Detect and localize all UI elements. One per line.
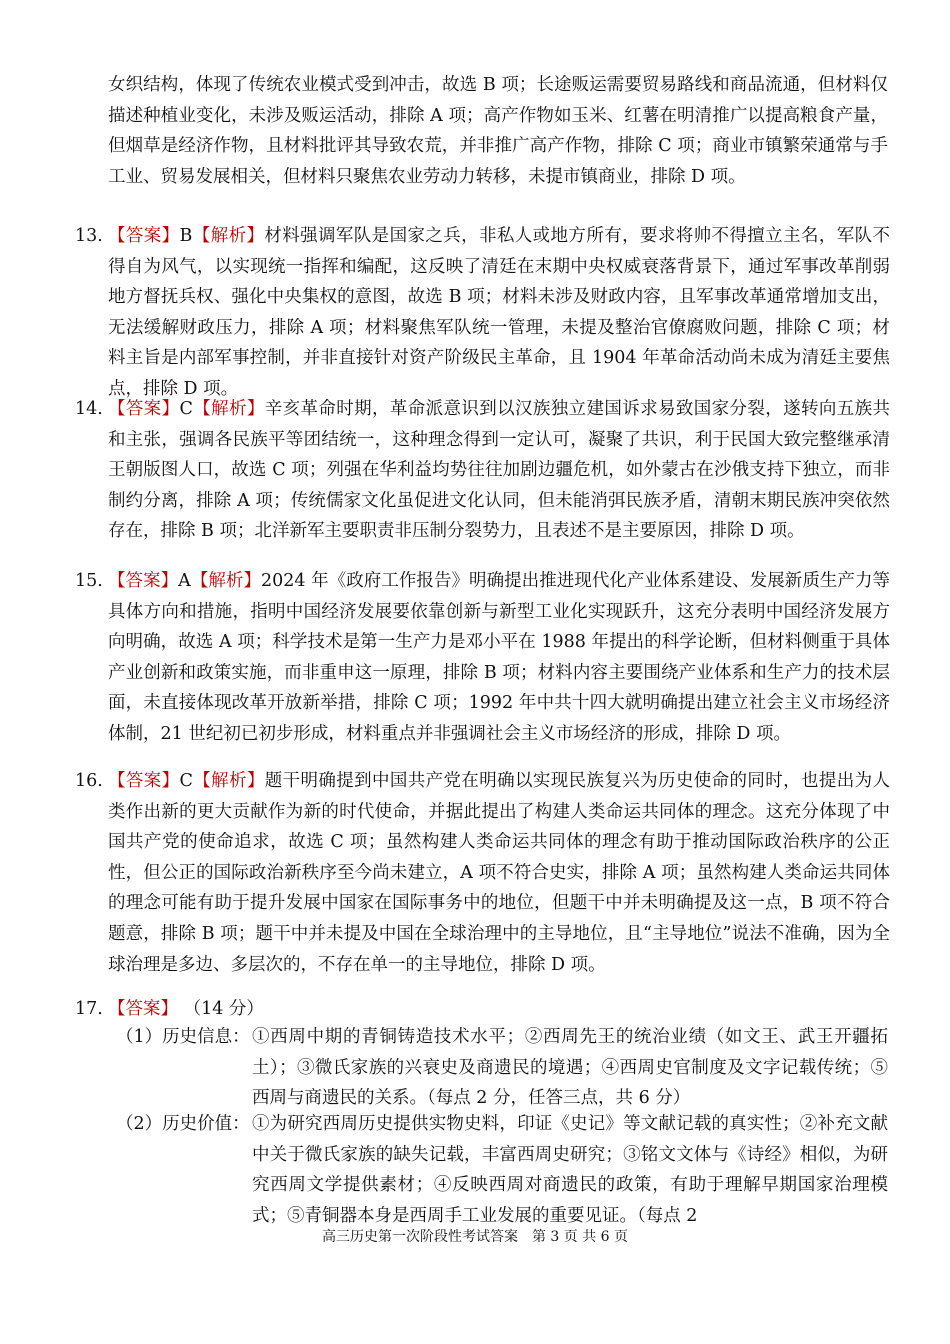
analysis-text: 2024 年《政府工作报告》明确提出推进现代化产业体系建设、发展新质生产力等具体方向和措施，指明中国经济发展要依靠创新与新型工业化实现跃升，这充分表明中国经济发展方向明确，故选 A 项；科学技术是第一生产力是邓小平在 1988 年提出的科学论断，但材料侧重于具体产业创新和政策实施，而非重申这一原理，排除 B 项；材料内容主要围绕产业体系和生产力的技术层面，未直接体现改革开放新举措，排除 C 项；1992 年中共十四大就明确提出建立社会主义市场经济体制，21 世纪初已初步形成，材料重点并非强调社会主义市场经济的形成，排除 D 项。 <box>108 571 891 744</box>
answer-item-14 <box>75 394 890 547</box>
analysis-tag: 【解析】 <box>190 571 262 591</box>
q17-part-1 <box>116 1022 888 1114</box>
question-number: 15. <box>75 571 103 591</box>
answer-item-13 <box>75 221 890 405</box>
continued-analysis-paragraph: 女织结构，体现了传统农业模式受到冲击，故选 B 项；长途贩运需要贸易路线和商品流通，但材料仅描述种植业变化，未涉及贩运活动，排除 A 项；高产作物如玉米、红薯在明清推广以提高粮食产量，但烟草是经济作物，且材料批评其导致农荒，并非推广高产作物，排除 C 项；商业市镇繁荣通常与手工业、贸易发展相关，但材料只聚焦农业劳动力转移，未提市镇商业，排除 D 项。 <box>108 75 888 187</box>
page-footer: 高三历史第一次阶段性考试答案 第 3 页 共 6 页 <box>321 1229 629 1245</box>
answer-item-16 <box>75 766 890 980</box>
answer-tag: 【答案】 <box>108 999 178 1019</box>
answer-letter: C <box>179 771 193 791</box>
answer-item-17 <box>75 994 890 1025</box>
answer-item-15 <box>75 566 890 750</box>
part-label: （1）历史信息： <box>116 1027 250 1047</box>
answer-tag: 【答案】 <box>108 571 179 591</box>
analysis-tag: 【解析】 <box>192 771 265 791</box>
score-note: （14 分） <box>183 999 264 1019</box>
question-number: 17. <box>75 999 103 1019</box>
question-number: 14. <box>75 399 103 419</box>
answer-tag: 【答案】 <box>108 771 180 791</box>
question-number: 13. <box>75 226 103 246</box>
analysis-tag: 【解析】 <box>192 399 265 419</box>
answer-letter: B <box>179 226 193 246</box>
analysis-text: 题干明确提到中国共产党在明确以实现民族复兴为历史使命的同时，也提出为人类作出新的更大贡献作为新的时代使命，并据此提出了构建人类命运共同体的理念。这充分体现了中国共产党的使命追求，故选 C 项；虽然构建人类命运共同体的理念有助于推动国际政治秩序的公正性，但公正的国际政治新秩序至今尚未建立，A 项不符合史实，排除 A 项；虽然构建人类命运共同体的理念可能有助于提升发展中国家在国际事务中的地位，但题干中并未明确提及这一点，B 项不符合题意，排除 B 项；题干中并未提及中国在全球治理中的主导地位，且“主导地位”说法不准确，因为全球治理是多边、多层次的，不存在单一的主导地位，排除 D 项。 <box>108 771 891 975</box>
part-text: ①为研究西周历史提供实物史料，印证《史记》等文献记载的真实性；②补充文献中关于微氏家族的缺失记载，丰富西周史研究；③铭文文体与《诗经》相似，为研究西周文学提供素材；④反映西周对商遗民的政策，有助于理解早期国家治理模式；⑤青铜器本身是西周手工业发展的重要见证。（每点 2 <box>252 1114 888 1226</box>
answer-tag: 【答案】 <box>108 399 180 419</box>
question-number: 16. <box>75 771 103 791</box>
part-text: ①西周中期的青铜铸造技术水平；②西周先王的统治业绩（如文王、武王开疆拓土）；③微氏家族的兴衰史及商遗民的境遇；④西周史官制度及文字记载传统；⑤西周与商遗民的关系。（每点 2 分，任答三点，共 6 分） <box>252 1027 888 1109</box>
answer-letter: C <box>179 399 193 419</box>
answer-letter: A <box>178 571 191 591</box>
part-label: （2）历史价值： <box>116 1114 250 1134</box>
analysis-tag: 【解析】 <box>192 226 265 246</box>
analysis-text: 材料强调军队是国家之兵，非私人或地方所有，要求将帅不得擅立主名，军队不得自为风气，以实现统一指挥和编配，这反映了清廷在末期中央权威衰落背景下，通过军事改革削弱地方督抚兵权、强化中央集权的意图，故选 B 项；材料未涉及财政内容，且军事改革通常增加支出，无法缓解财政压力，排除 A 项；材料聚焦军队统一管理，未提及整治官僚腐败问题，排除 C 项；材料主旨是内部军事控制，并非直接针对资产阶级民主革命，且 1904 年革命活动尚未成为清廷主要焦点，排除 D 项。 <box>108 226 891 399</box>
analysis-text: 辛亥革命时期，革命派意识到以汉族独立建国诉求易致国家分裂，遂转向五族共和主张，强调各民族平等团结统一，这种理念得到一定认可，凝聚了共识，利于民国大致完整继承清王朝版图人口，故选 C 项；列强在华利益均势往往加剧边疆危机，如外蒙古在沙俄支持下独立，而非制约分离，排除 A 项；传统儒家文化虽促进文化认同，但未能消弭民族矛盾，清朝末期民族冲突依然存在，排除 B 项；北洋新军主要职责非压制分裂势力，且表述不是主要原因，排除 D 项。 <box>108 399 891 542</box>
answer-tag: 【答案】 <box>108 226 180 246</box>
q17-part-2 <box>116 1109 888 1231</box>
